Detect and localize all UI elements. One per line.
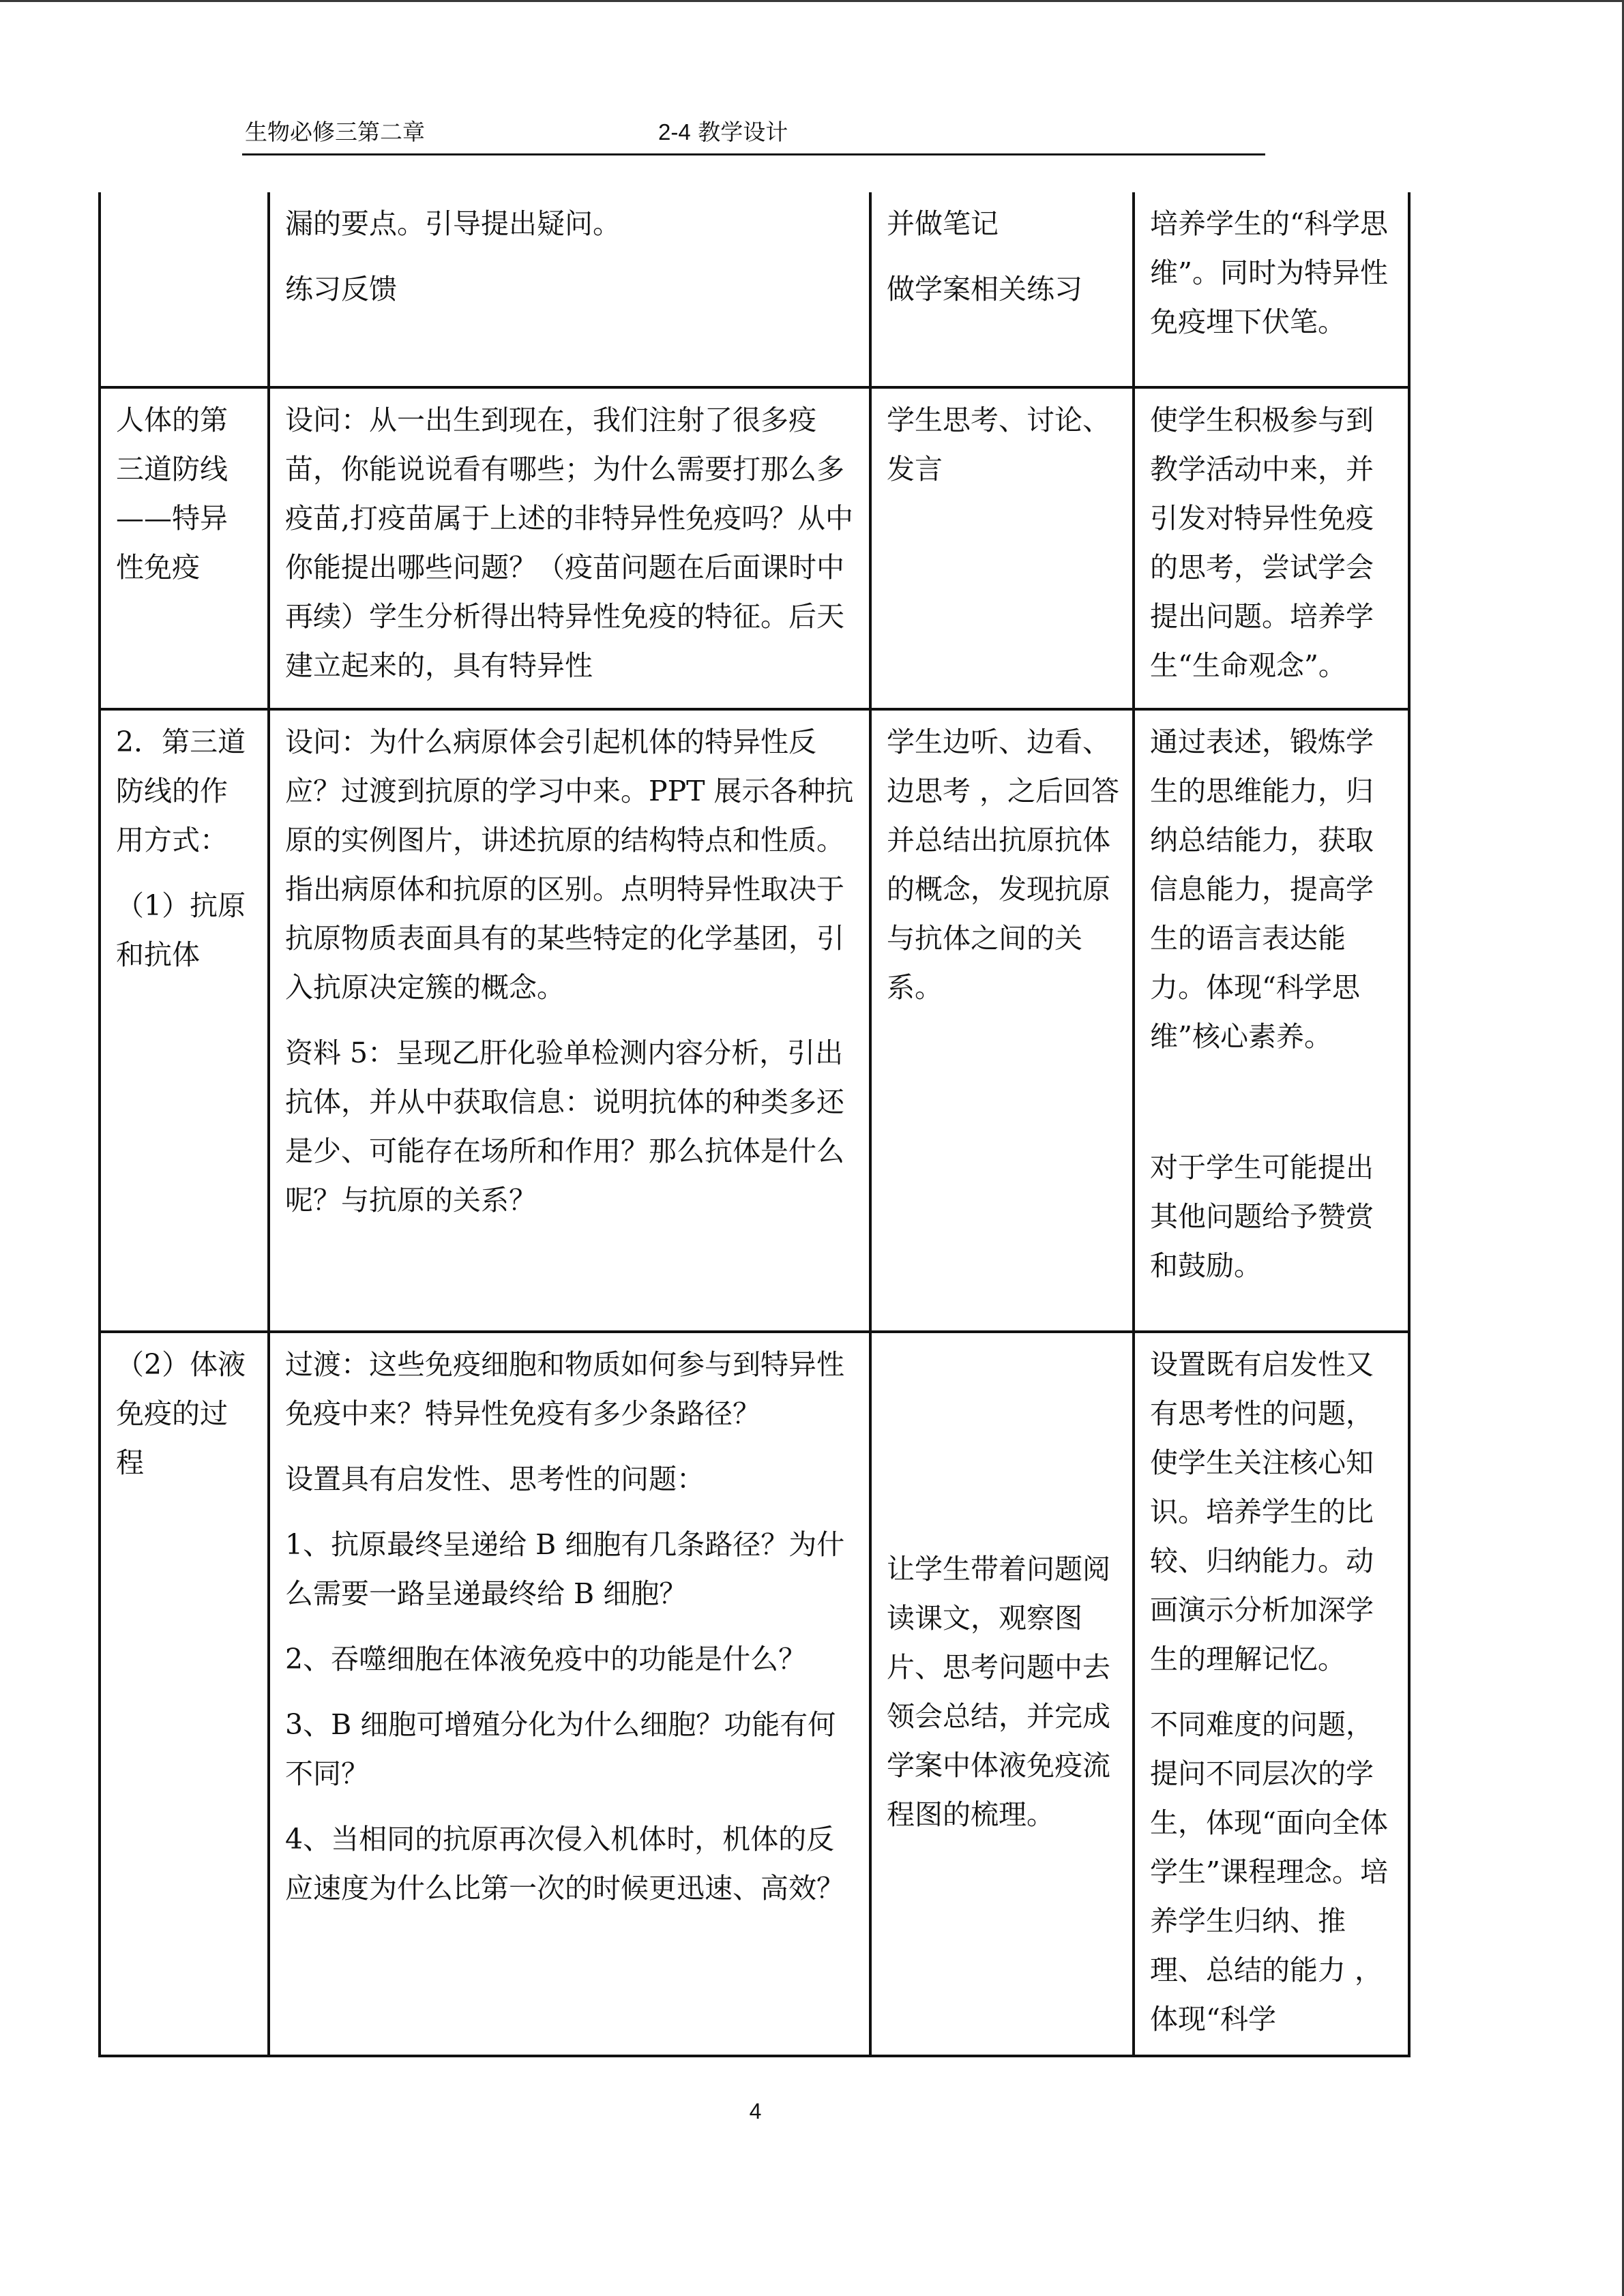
text-paragraph: 设问：为什么病原体会引起机体的特异性反应？过渡到抗原的学习中来。PPT 展示各种抗原的实例图片，讲述抗原的结构特点和性质。指出病原体和抗原的区别。点明特异性取决于抗原物质表面具有的某些特定的化学基团，引入抗原决定簇的概念。 (285, 726, 854, 1004)
text-paragraph: 设置既有启发性又有思考性的问题，使学生关注核心知识。培养学生的比较、归纳能力。动画演示分析加深学生的理解记忆。 (1150, 1348, 1374, 1675)
page-top-border (0, 0, 1624, 2)
teacher-activity-cell (269, 192, 870, 387)
text-paragraph: 4、当相同的抗原再次侵入机体时，机体的反应速度为什么比第一次的时候更迅速、高效？ (285, 1823, 844, 1905)
student-activity-cell (870, 192, 1134, 387)
student-activity-cell (870, 1332, 1134, 2056)
text-paragraph: 对于学生可能提出其他问题给予赞赏和鼓励。 (1150, 1151, 1374, 1282)
header-section-number: 2-4 (658, 119, 691, 145)
table-row (100, 387, 1409, 709)
header-section-label: 教学设计 (690, 119, 788, 145)
student-activity-cell (870, 387, 1134, 709)
teacher-activity-cell (269, 387, 870, 709)
page-header (242, 115, 1265, 147)
page-number: 4 (749, 2099, 762, 2123)
header-chapter-title: 生物必修三第二章 (245, 119, 425, 145)
text-paragraph: 漏的要点。引导提出疑问。 (285, 207, 621, 240)
teaching-stage-cell (100, 709, 269, 1332)
design-intent-cell (1134, 192, 1409, 387)
design-intent-cell (1134, 709, 1409, 1332)
design-intent-cell (1134, 387, 1409, 709)
text-paragraph: 培养学生的“科学思维”。同时为特异性免疫埋下伏笔。 (1150, 207, 1388, 338)
header-rule (242, 153, 1265, 155)
table-row (100, 709, 1409, 1332)
text-paragraph: 1、抗原最终呈递给 B 细胞有几条路径？为什么需要一路呈递最终给 B 细胞？ (285, 1528, 845, 1610)
design-intent-cell (1134, 1332, 1409, 2056)
text-paragraph: 做学案相关练习 (887, 273, 1082, 305)
text-paragraph: 3、B 细胞可增殖分化为什么细胞？功能有何不同？ (285, 1708, 836, 1790)
teaching-stage-cell (100, 192, 269, 387)
lesson-plan-table (98, 192, 1411, 2057)
teacher-activity-cell (269, 709, 870, 1332)
text-paragraph: 练习反馈 (285, 273, 397, 305)
student-activity-cell (870, 709, 1134, 1332)
table-row (100, 1332, 1409, 2056)
text-paragraph: 设问：从一出生到现在，我们注射了很多疫苗，你能说说看有哪些；为什么需要打那么多疫苗,打疫苗属于上述的非特异性免疫吗？从中你能提出哪些问题？（疫苗问题在后面课时中再续）学生分析得出特异性免疫的特征。后天建立起来的，具有特异性 (285, 404, 854, 682)
header-section-title (658, 115, 788, 147)
text-paragraph: 学生思考、讨论、发言 (887, 404, 1110, 486)
spacer (1150, 1061, 1396, 1143)
text-paragraph: 使学生积极参与到教学活动中来，并引发对特异性免疫的思考，尝试学会提出问题。培养学生“生命观念”。 (1150, 404, 1374, 682)
text-paragraph: 设置具有启发性、思考性的问题： (285, 1463, 705, 1495)
text-paragraph: （2）体液免疫的过程 (116, 1348, 246, 1479)
text-paragraph: 2．第三道防线的作用方式： (116, 726, 246, 856)
text-paragraph: 资料 5：呈现乙肝化验单检测内容分析，引出抗体，并从中获取信息：说明抗体的种类多还是少、可能存在场所和作用？那么抗体是什么呢？与抗原的关系？ (285, 1037, 844, 1217)
text-paragraph: 过渡：这些免疫细胞和物质如何参与到特异性免疫中来？特异性免疫有多少条路径？ (285, 1348, 844, 1430)
text-paragraph: 通过表述，锻炼学生的思维能力，归纳总结能力，获取信息能力，提高学生的语言表达能力。体现“科学思维”核心素养。 (1150, 726, 1374, 1053)
text-paragraph: 人体的第三道防线——特异性免疫 (116, 404, 228, 584)
text-paragraph: 让学生带着问题阅读课文，观察图片、思考问题中去领会总结，并完成学案中体液免疫流程图的梳理。 (887, 1553, 1110, 1831)
text-paragraph: 学生边听、边看、边思考 ，之后回答并总结出抗原抗体的概念，发现抗原与抗体之间的关系。 (887, 726, 1120, 1004)
text-paragraph: 并做笔记 (887, 207, 999, 240)
teaching-stage-cell (100, 387, 269, 709)
teacher-activity-cell (269, 1332, 870, 2056)
teaching-stage-cell (100, 1332, 269, 2056)
table-row (100, 192, 1409, 387)
text-paragraph: （1）抗原和抗体 (116, 889, 246, 971)
text-paragraph: 2、吞噬细胞在体液免疫中的功能是什么？ (285, 1643, 807, 1675)
text-paragraph: 不同难度的问题，提问不同层次的学生，体现“面向全体学生”课程理念。培养学生归纳、推理、总结的能力 ，体现“科学 (1150, 1708, 1388, 2036)
